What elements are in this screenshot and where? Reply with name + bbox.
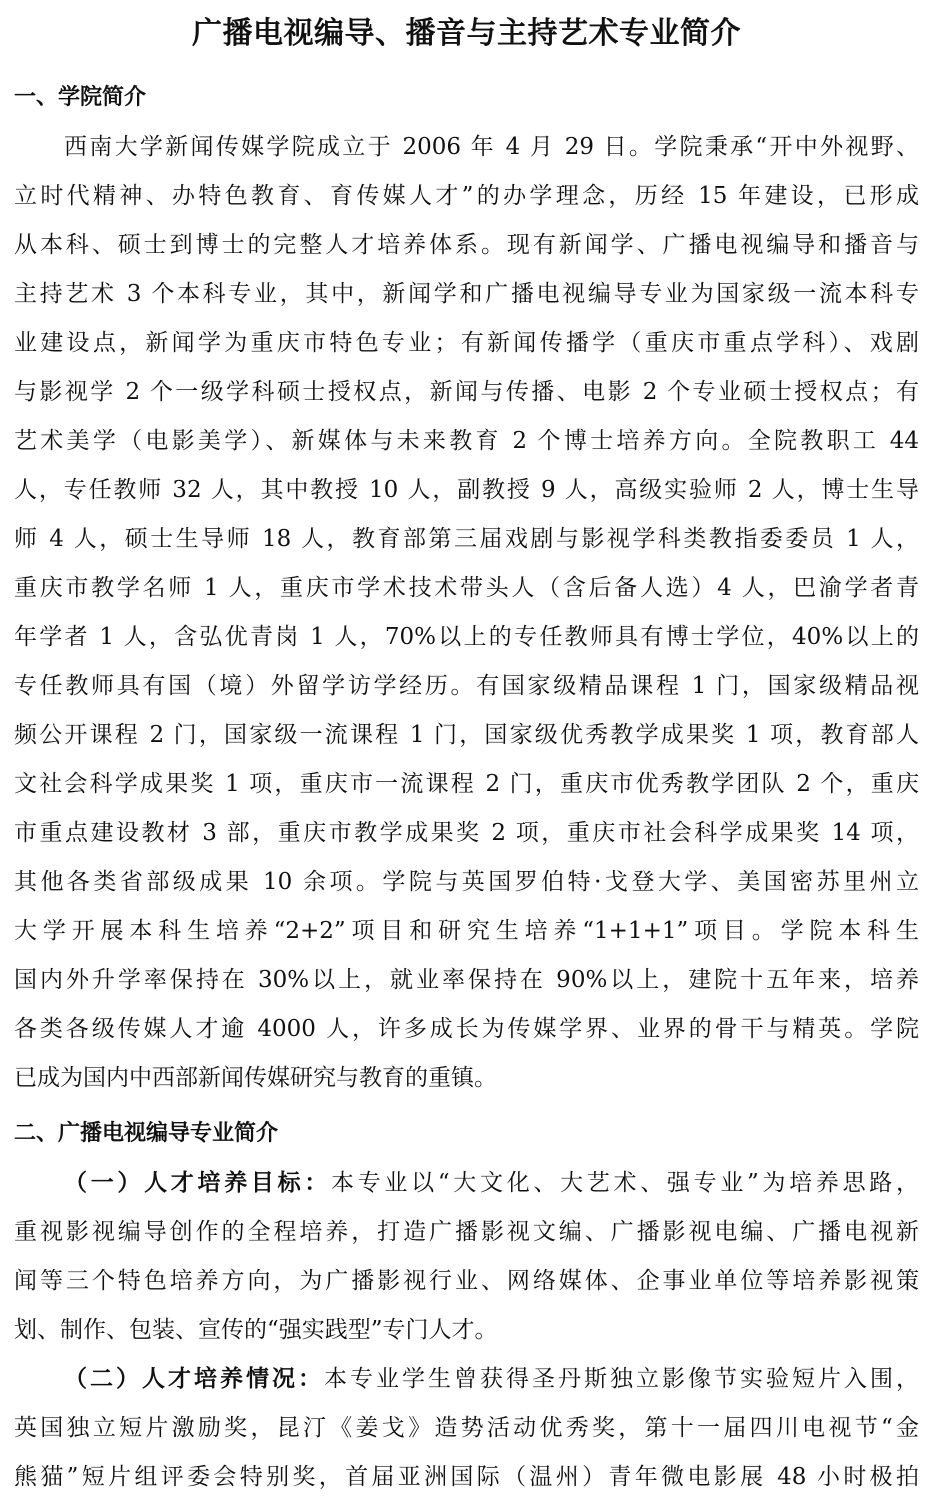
paragraph-line: 闻等三个特色培养方向，为广播影视行业、网络媒体、企事业单位等培养影视策 xyxy=(14,1268,919,1294)
paragraph-line: 重庆市教学名师 1 人，重庆市学术技术带头人（含后备人选）4 人，巴渝学者青 xyxy=(14,575,919,601)
subsection-training-status-line xyxy=(14,1363,919,1395)
paragraph-line: 师 4 人，硕士生导师 18 人，教育部第三届戏剧与影视学科类教指委委员 1 人， xyxy=(14,526,919,552)
paragraph-line: 西南大学新闻传媒学院成立于 2006 年 4 月 29 日。学院秉承“开中外视野、 xyxy=(64,134,919,160)
paragraph-line: 划、制作、包装、宣传的“强实践型”专门人才。 xyxy=(14,1317,498,1343)
paragraph-line: 国内外升学率保持在 30%以上，就业率保持在 90%以上，建院十五年来，培养 xyxy=(14,967,919,993)
paragraph-line: 艺术美学（电影美学）、新媒体与未来教育 2 个博士培养方向。全院教职工 44 xyxy=(14,428,919,454)
paragraph-line: 从本科、硕士到博士的完整人才培养体系。现有新闻学、广播电视编导和播音与 xyxy=(14,232,919,258)
subsection-text: 本专业以“大文化、大艺术、强专业”为培养思路， xyxy=(331,1170,919,1196)
paragraph-line: 年学者 1 人，含弘优青岗 1 人，70%以上的专任教师具有博士学位，40%以上的 xyxy=(14,624,919,650)
paragraph-line: 大学开展本科生培养“2+2”项目和研究生培养“1+1+1”项目。学院本科生 xyxy=(14,918,919,944)
subsection-label-training-status: （二）人才培养情况： xyxy=(64,1366,324,1392)
paragraph-line: 市重点建设教材 3 部，重庆市教学成果奖 2 项，重庆市社会科学成果奖 14 项， xyxy=(14,820,919,846)
section-heading-program-intro: 二、广播电视编导专业简介 xyxy=(14,1121,279,1146)
subsection-label-training-goal: （一）人才培养目标： xyxy=(64,1170,332,1196)
paragraph-line: 熊猫”短片组评委会特别奖，首届亚洲国际（温州）青年微电影展 48 小时极拍 xyxy=(14,1464,919,1490)
paragraph-line: 其他各类省部级成果 10 余项。学院与英国罗伯特·戈登大学、美国密苏里州立 xyxy=(14,869,919,895)
paragraph-line: 重视影视编导创作的全程培养，打造广播影视文编、广播影视电编、广播电视新 xyxy=(14,1219,919,1245)
paragraph-line: 英国独立短片激励奖，昆汀《姜戈》造势活动优秀奖，第十一届四川电视节“金 xyxy=(14,1415,919,1441)
paragraph-line: 人，专任教师 32 人，其中教授 10 人，副教授 9 人，高级实验师 2 人，博士生导 xyxy=(14,477,919,503)
section-heading-college-intro: 一、学院简介 xyxy=(14,85,147,110)
paragraph-line: 立时代精神、办特色教育、育传媒人才”的办学理念，历经 15 年建设，已形成 xyxy=(14,183,919,209)
paragraph-line: 主持艺术 3 个本科专业，其中，新闻学和广播电视编导专业为国家级一流本科专 xyxy=(14,281,919,307)
document-title: 广播电视编导、播音与主持艺术专业简介 xyxy=(192,16,741,51)
paragraph-line: 频公开课程 2 门，国家级一流课程 1 门，国家级优秀教学成果奖 1 项，教育部人 xyxy=(14,722,919,748)
paragraph-line: 各类各级传媒人才逾 4000 人，许多成长为传媒学界、业界的骨干与精英。学院 xyxy=(14,1016,919,1042)
paragraph-line: 与影视学 2 个一级学科硕士授权点，新闻与传播、电影 2 个专业硕士授权点；有 xyxy=(14,379,919,405)
paragraph-line: 已成为国内中西部新闻传媒研究与教育的重镇。 xyxy=(14,1065,497,1091)
paragraph-line: 业建设点，新闻学为重庆市特色专业；有新闻传播学（重庆市重点学科）、戏剧 xyxy=(14,330,919,356)
paragraph-line: 专任教师具有国（境）外留学访学经历。有国家级精品课程 1 门，国家级精品视 xyxy=(14,673,919,699)
subsection-training-goal-line xyxy=(14,1167,919,1199)
subsection-text: 本专业学生曾获得圣丹斯独立影像节实验短片入围， xyxy=(324,1366,919,1392)
paragraph-line: 文社会科学成果奖 1 项，重庆市一流课程 2 门，重庆市优秀教学团队 2 个，重庆 xyxy=(14,771,919,797)
